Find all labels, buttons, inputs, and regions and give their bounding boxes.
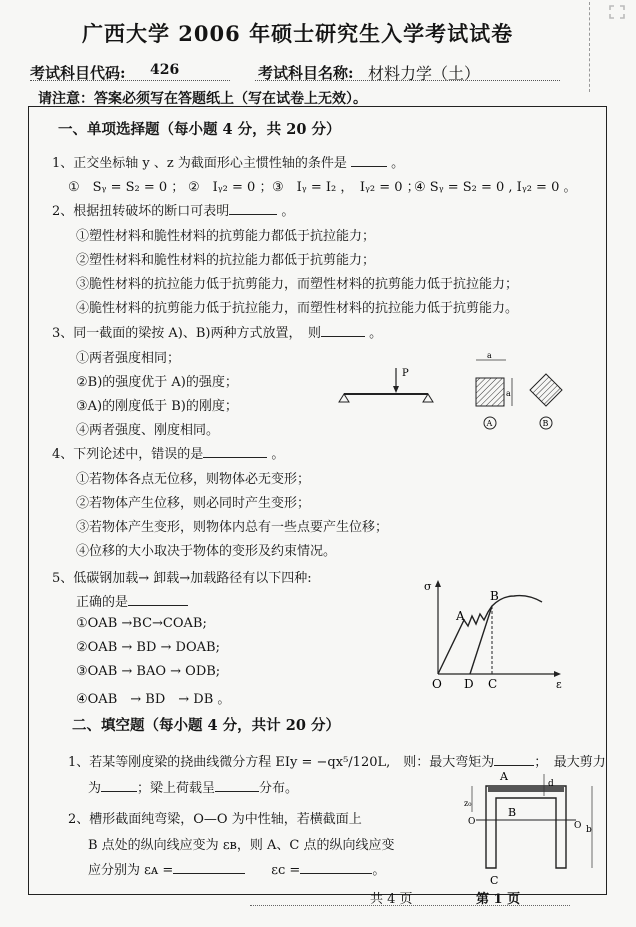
- q5-option-3: ③OAB → BAO → ODB;: [76, 664, 221, 679]
- footer-rule: [250, 905, 570, 906]
- scan-edge-line: [589, 2, 591, 92]
- channel-section-figure: [462, 772, 604, 890]
- subject-name-label: 考试科目名称:: [258, 64, 354, 82]
- q1-option-3: ③ Iᵧ = I₂ ， Iᵧ₂ = 0 ；: [272, 180, 420, 195]
- sigma-label: σ: [424, 580, 432, 593]
- dim-side-label: a: [506, 389, 511, 398]
- point-a-label: A: [456, 609, 465, 623]
- q3-option-4: ④两者强度、刚度相同。: [76, 423, 220, 438]
- q3-option-3: ③A)的刚度低于 B)的刚度；: [76, 399, 238, 414]
- section1-heading: 一、单项选择题（每小题 4 分，共 20 分）: [58, 121, 341, 138]
- fill-q2-line2: B 点处的纵向线应变为 εʙ，则 A、C 点的纵向线应变: [88, 838, 395, 853]
- cross-section-figure: [466, 352, 576, 432]
- q3-option-2: ②B)的强度优于 A)的强度；: [76, 375, 238, 390]
- exam-title: 广西大学 2006 年硕士研究生入学考试试卷: [82, 21, 514, 46]
- q2-stem: 2、根据扭转破坏的断口可表明 。: [52, 204, 295, 219]
- channel-a-label: A: [500, 772, 508, 783]
- subject-code-label: 考试科目代码:: [30, 64, 126, 82]
- q2-option-1: ①塑性材料和脆性材料的抗剪能力都低于抗拉能力；: [76, 229, 376, 244]
- fill-q2-line3: 应分别为 εᴀ = εᴄ = 。: [88, 863, 386, 878]
- load-label: P: [402, 368, 409, 379]
- expand-icon[interactable]: [608, 4, 626, 20]
- q2-option-4: ④脆性材料的抗剪能力低于抗拉能力，而塑性材料的抗拉能力低于抗剪能力。: [76, 301, 519, 316]
- dim-d-label: d: [548, 779, 554, 789]
- fill-q2-line1: 2、槽形截面纯弯梁，O—O 为中性轴，若横截面上: [68, 812, 362, 827]
- name-underline: [255, 80, 560, 81]
- epsilon-label: ε: [556, 678, 562, 690]
- page-total: 共 4 页: [370, 892, 413, 907]
- dim-b-label: b: [586, 825, 592, 835]
- q1-option-4: ④ Sᵧ = S₂ = 0 , Iᵧ₂ = 0 。: [414, 180, 577, 195]
- q1-option-2: ② Iᵧ₂ = 0 ；: [188, 180, 273, 195]
- z0-label: z₀: [464, 799, 472, 808]
- channel-b-label: B: [508, 806, 517, 819]
- fill-q1-line2: 为 ；梁上荷载呈 分布。: [88, 781, 299, 796]
- point-c-label: C: [488, 677, 498, 690]
- point-o-label: O: [432, 677, 442, 690]
- q4-option-3: ③若物体产生变形，则物体内总有一些点要产生位移；: [76, 520, 389, 535]
- q5-stem: 5、低碳钢加载→ 卸载→加载路径有以下四种:: [52, 571, 312, 586]
- q4-option-1: ①若物体各点无位移，则物体必无变形；: [76, 472, 311, 487]
- page-number: 第 1 页: [476, 892, 521, 907]
- q5-option-4: ④OAB → BD → DB 。: [76, 692, 231, 707]
- section2-heading: 二、填空题（每小题 4 分，共计 20 分）: [72, 717, 340, 734]
- q2-option-2: ②塑性材料和脆性材料的抗拉能力都低于抗剪能力；: [76, 253, 376, 268]
- q1-stem: 1、正交坐标轴 y 、z 为截面形心主惯性轴的条件是 。: [52, 156, 405, 171]
- point-d-label: D: [464, 677, 474, 690]
- code-underline: [30, 80, 230, 81]
- subject-code-value: 426: [150, 62, 180, 78]
- answer-notice: 请注意：答案必须写在答题纸上（写在试卷上无效）。: [38, 91, 367, 107]
- fill-q1-line1: 1、若某等刚度梁的挠曲线微分方程 EIy = −qx⁵/120L, 则：最大弯矩为 ； 最大剪力: [68, 755, 606, 770]
- q2-option-3: ③脆性材料的抗拉能力低于抗剪能力，而塑性材料的抗剪能力低于抗拉能力；: [76, 277, 519, 292]
- q3-stem: 3、同一截面的梁按 A)、B)两种方式放置， 则 。: [52, 326, 383, 341]
- section-b-label: B: [542, 419, 549, 428]
- channel-c-label: C: [490, 874, 499, 887]
- point-b-label: B: [490, 589, 499, 603]
- section-a-label: A: [486, 419, 493, 428]
- beam-figure: [336, 362, 436, 412]
- q4-stem: 4、下列论述中，错误的是 。: [52, 447, 285, 462]
- q1-option-1: ① Sᵧ = S₂ = 0 ；: [68, 180, 185, 195]
- subject-name-value: 材料力学（土）: [368, 64, 481, 83]
- dim-top-label: a: [487, 352, 492, 360]
- q5-correct-label: 正确的是: [76, 591, 188, 610]
- q4-option-2: ②若物体产生位移，则必同时产生变形；: [76, 496, 311, 511]
- q4-option-4: ④位移的大小取决于物体的变形及约束情况。: [76, 544, 337, 559]
- q5-option-2: ②OAB → BD → DOAB;: [76, 640, 220, 655]
- stress-strain-figure: [418, 574, 568, 690]
- q5-option-1: ①OAB →BC→COAB;: [76, 616, 207, 631]
- axis-o-left-label: O: [468, 817, 476, 827]
- axis-o-right-label: O: [574, 821, 582, 831]
- q3-option-1: ①两者强度相同；: [76, 351, 181, 366]
